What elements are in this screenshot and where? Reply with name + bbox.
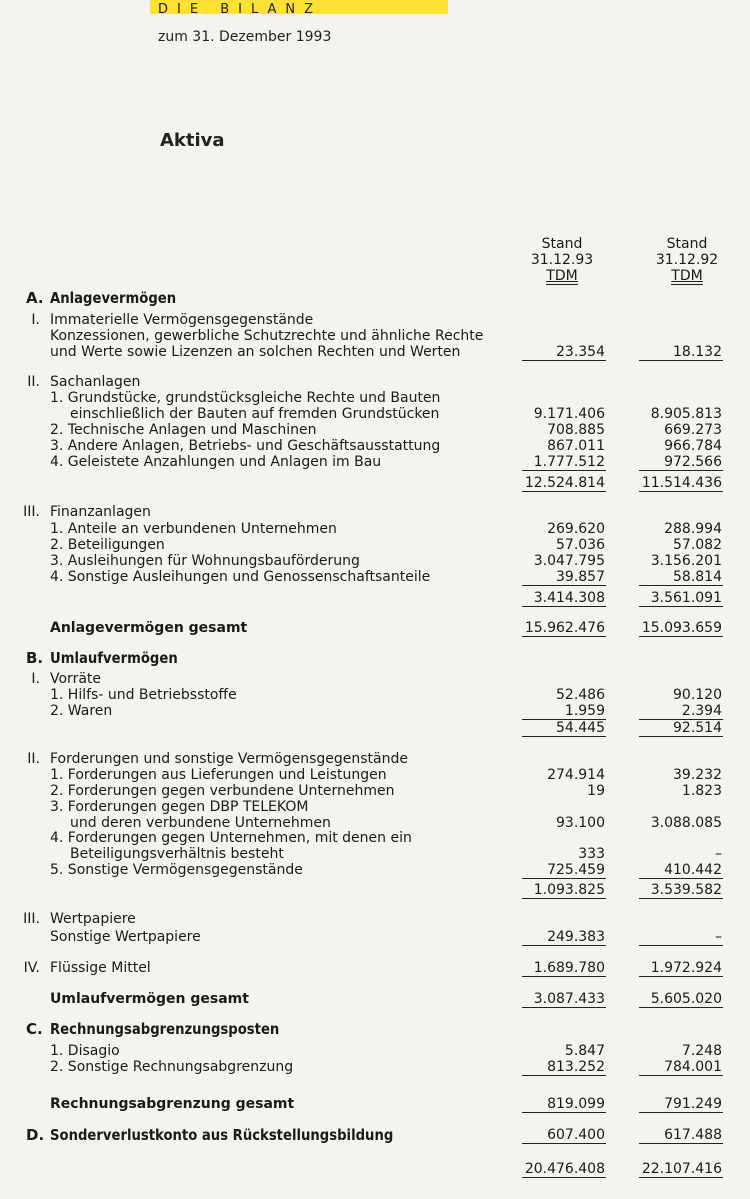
value-1993: 5.847: [564, 1043, 605, 1059]
subsection-number: II.: [27, 374, 40, 390]
line-label: 2. Technische Anlagen und Maschinen: [50, 422, 317, 438]
section-letter: A.: [26, 289, 44, 307]
line-item: [0, 438, 750, 454]
value-1993: 1.959: [522, 703, 606, 720]
value-1993: 23.354: [522, 344, 606, 361]
value-1992: 8.905.813: [650, 406, 722, 422]
section-letter: B.: [26, 649, 44, 667]
value-1992: 669.273: [664, 422, 722, 438]
subsection-number: I.: [31, 671, 40, 687]
line-item: [0, 815, 750, 831]
line-item: [0, 687, 750, 703]
section-title: Anlagevermögen: [50, 289, 177, 307]
value-1992: 966.784: [664, 438, 722, 454]
subsection-title: Sachanlagen: [50, 374, 141, 390]
total-1993: 819.099: [522, 1096, 606, 1113]
section-letter: D.: [26, 1126, 45, 1144]
total-1992: 791.249: [639, 1096, 723, 1113]
line-item: [0, 553, 750, 569]
line-item: [0, 454, 750, 470]
subtotal-row: [0, 720, 750, 736]
column-label: Stand: [666, 236, 708, 252]
value-1993: 57.036: [556, 537, 605, 553]
subtotal-1992: 11.514.436: [639, 475, 723, 492]
line-label: und deren verbundene Unternehmen: [70, 815, 331, 831]
subsection-number: I.: [31, 312, 40, 328]
subtotal-1993: 3.414.308: [522, 590, 606, 607]
value-1993: 269.620: [547, 521, 605, 537]
value-1992: 1.972.924: [639, 960, 723, 977]
value-1992: 288.994: [664, 521, 722, 537]
line-label: 5. Sonstige Vermögensgegenstände: [50, 862, 303, 878]
value-1993: 52.486: [556, 687, 605, 703]
value-1993: 93.100: [556, 815, 605, 831]
line-item: [0, 767, 750, 783]
total-row: [0, 1096, 750, 1112]
line-label: einschließlich der Bauten auf fremden Grundstücken: [70, 406, 440, 422]
subtotal-1993: 1.093.825: [522, 882, 606, 899]
value-1993: 1.689.780: [522, 960, 606, 977]
line-label: 2. Waren: [50, 703, 113, 719]
subsection-row: [0, 312, 750, 328]
subsection-title: Finanzanlagen: [50, 504, 151, 520]
line-item: [0, 521, 750, 537]
column-unit: TDM: [671, 268, 703, 284]
value-1993: 708.885: [547, 422, 605, 438]
line-label: Konzessionen, gewerbliche Schutzrechte und ähnliche Rechte: [50, 328, 484, 344]
value-1992: 39.232: [673, 767, 722, 783]
section-row: [0, 1021, 750, 1037]
value-1992: 58.814: [639, 569, 723, 586]
value-1992: 617.488: [639, 1127, 723, 1144]
subsection-number: IV.: [23, 960, 40, 976]
section-title: Rechnungsabgrenzungsposten: [50, 1020, 280, 1038]
column-date: 31.12.92: [655, 252, 719, 268]
document-title: DIE BILANZ: [158, 2, 323, 17]
line-label: 4. Geleistete Anzahlungen und Anlagen im Bau: [50, 454, 382, 470]
value-1992: –: [715, 846, 722, 862]
line-item: [0, 569, 750, 585]
total-row: [0, 991, 750, 1007]
line-label: 4. Sonstige Ausleihungen und Genossenschaftsanteile: [50, 569, 431, 585]
subtotal-row: [0, 590, 750, 606]
line-item: [0, 1059, 750, 1075]
value-1993: 19: [587, 783, 605, 799]
total-label: Anlagevermögen gesamt: [50, 620, 248, 636]
line-label: 1. Disagio: [50, 1043, 120, 1059]
line-label: 2. Forderungen gegen verbundene Unternehmen: [50, 783, 395, 799]
subsection-title: Vorräte: [50, 671, 102, 687]
subtotal-1993: 54.445: [522, 720, 606, 737]
subtotal-1992: 92.514: [639, 720, 723, 737]
value-1992: 7.248: [681, 1043, 722, 1059]
line-item: [0, 390, 750, 406]
value-1993: 813.252: [522, 1059, 606, 1076]
grand-total-row: [0, 1161, 750, 1177]
total-1992: 15.093.659: [639, 620, 723, 637]
line-label: Beteiligungsverhältnis besteht: [70, 846, 284, 862]
line-item: [0, 537, 750, 553]
value-1993: 9.171.406: [533, 406, 605, 422]
value-1992: 18.132: [639, 344, 723, 361]
value-1992: –: [639, 929, 723, 946]
total-label: Umlaufvermögen gesamt: [50, 991, 249, 1007]
line-label: 1. Hilfs- und Betriebsstoffe: [50, 687, 237, 703]
line-label: 2. Sonstige Rechnungsabgrenzung: [50, 1059, 294, 1075]
column-header-1993: [517, 236, 607, 284]
subsection-title: Wertpapiere: [50, 911, 136, 927]
line-label: 1. Anteile an verbundenen Unternehmen: [50, 521, 337, 537]
total-1993: 3.087.433: [522, 991, 606, 1008]
value-1993: 867.011: [547, 438, 605, 454]
line-label: 3. Andere Anlagen, Betriebs- und Geschäftsausstattung: [50, 438, 441, 454]
subsection-number: II.: [27, 751, 40, 767]
line-item: [0, 929, 750, 945]
grand-total-1993: 20.476.408: [522, 1161, 606, 1178]
value-1992: 3.156.201: [650, 553, 722, 569]
section-title: Sonderverlustkonto aus Rückstellungsbildung: [50, 1126, 394, 1144]
value-1992: 784.001: [639, 1059, 723, 1076]
line-label: 4. Forderungen gegen Unternehmen, mit denen ein: [50, 830, 412, 846]
column-date: 31.12.93: [530, 252, 594, 268]
subsection-number: III.: [23, 504, 40, 520]
section-row: [0, 290, 750, 306]
value-1993: 607.400: [522, 1127, 606, 1144]
line-item: [0, 799, 750, 815]
value-1992: 972.566: [639, 454, 723, 471]
value-1992: 3.088.085: [650, 815, 722, 831]
subsection-number: III.: [23, 911, 40, 927]
line-item: [0, 703, 750, 719]
line-item: [0, 344, 750, 360]
line-label: 1. Grundstücke, grundstücksgleiche Rechte und Bauten: [50, 390, 441, 406]
subtotal-1992: 3.561.091: [639, 590, 723, 607]
subsection-row: [0, 671, 750, 687]
line-item: [0, 1043, 750, 1059]
total-row: [0, 620, 750, 636]
line-label: 3. Ausleihungen für Wohnungsbauförderung: [50, 553, 360, 569]
line-label: 3. Forderungen gegen DBP TELEKOM: [50, 799, 309, 815]
subsection-row: [0, 751, 750, 767]
subtotal-row: [0, 475, 750, 491]
value-1993: 39.857: [522, 569, 606, 586]
column-unit: TDM: [546, 268, 578, 284]
line-item: [0, 862, 750, 878]
subsection-title: Forderungen und sonstige Vermögensgegenstände: [50, 751, 408, 767]
value-1993: 333: [578, 846, 605, 862]
total-1993: 15.962.476: [522, 620, 606, 637]
value-1992: 1.823: [681, 783, 722, 799]
grand-total-1992: 22.107.416: [639, 1161, 723, 1178]
value-1992: 90.120: [673, 687, 722, 703]
line-item: [0, 783, 750, 799]
line-label: 2. Beteiligungen: [50, 537, 165, 553]
line-label: 1. Forderungen aus Lieferungen und Leistungen: [50, 767, 387, 783]
line-item: [0, 406, 750, 422]
line-item: [0, 422, 750, 438]
subsection-title: Flüssige Mittel: [50, 960, 151, 976]
section-heading: Aktiva: [160, 130, 225, 151]
subtotal-1993: 12.524.814: [522, 475, 606, 492]
value-1993: 725.459: [522, 862, 606, 879]
column-header-1992: [642, 236, 732, 284]
subsection-row: [0, 374, 750, 390]
value-1992: 2.394: [639, 703, 723, 720]
total-label: Rechnungsabgrenzung gesamt: [50, 1096, 295, 1112]
line-label: Sonstige Wertpapiere: [50, 929, 201, 945]
column-label: Stand: [541, 236, 583, 252]
section-row: [0, 1127, 750, 1143]
subsection-row: [0, 504, 750, 520]
value-1992: 410.442: [639, 862, 723, 879]
line-item: [0, 830, 750, 846]
section-letter: C.: [26, 1020, 43, 1038]
subsection-row: [0, 960, 750, 976]
line-item: [0, 846, 750, 862]
total-1992: 5.605.020: [639, 991, 723, 1008]
value-1993: 274.914: [547, 767, 605, 783]
line-item: [0, 328, 750, 344]
value-1993: 1.777.512: [522, 454, 606, 471]
section-title: Umlaufvermögen: [50, 649, 178, 667]
value-1992: 57.082: [673, 537, 722, 553]
document-subtitle: zum 31. Dezember 1993: [158, 29, 332, 45]
subsection-row: [0, 911, 750, 927]
line-label: und Werte sowie Lizenzen an solchen Rechten und Werten: [50, 344, 461, 360]
subtotal-row: [0, 882, 750, 898]
subtotal-1992: 3.539.582: [639, 882, 723, 899]
value-1993: 3.047.795: [533, 553, 605, 569]
section-row: [0, 650, 750, 666]
value-1993: 249.383: [522, 929, 606, 946]
subsection-title: Immaterielle Vermögensgegenstände: [50, 312, 314, 328]
